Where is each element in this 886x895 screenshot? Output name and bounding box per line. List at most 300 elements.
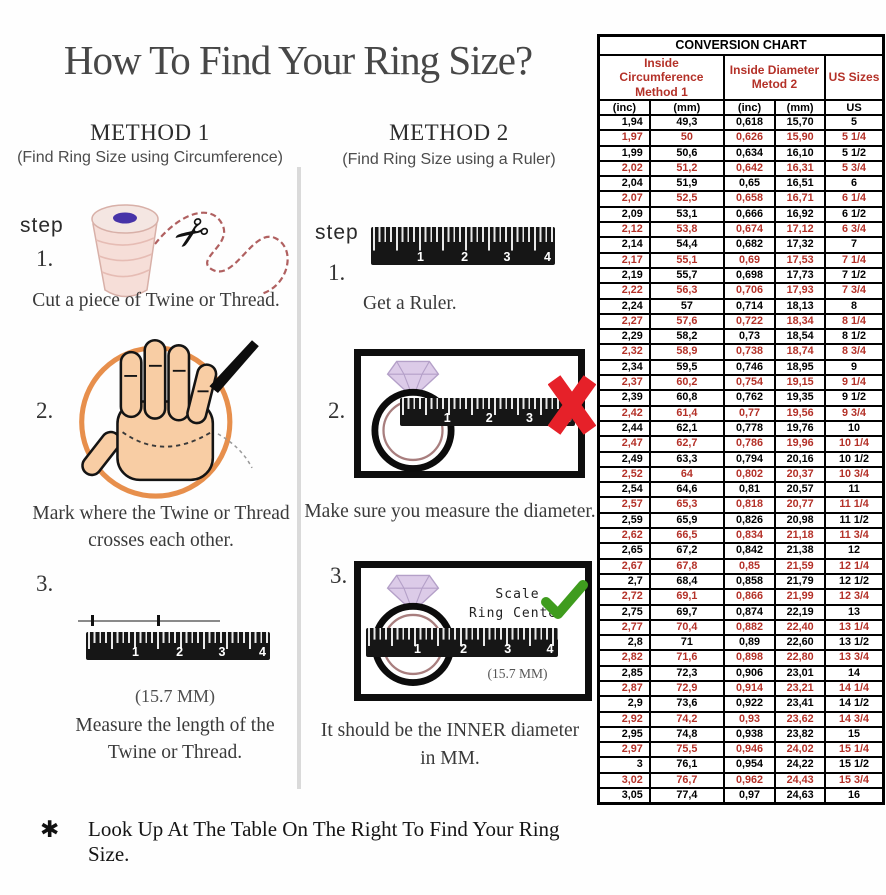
table-cell: 0,874 [724,605,775,620]
table-cell: 6 3/4 [825,222,883,237]
table-cell: 21,99 [775,589,825,604]
table-cell: 0,866 [724,589,775,604]
table-cell: 0,89 [724,635,775,650]
table-cell: 0,746 [724,360,775,375]
table-cell: 75,5 [650,742,724,757]
table-cell: 9 1/4 [825,375,883,390]
pen-icon [209,340,258,393]
conversion-table-body [599,115,884,804]
table-cell: 64 [650,467,724,482]
table-cell: 20,98 [775,513,825,528]
table-cell: 0,714 [724,299,775,314]
table-cell: 2,39 [599,390,650,405]
table-cell: 12 [825,543,883,558]
table-cell: 18,54 [775,329,825,344]
table-cell: 0,626 [724,130,775,145]
table-row [599,390,884,405]
ruler-number: 1 [417,250,424,264]
method-2-step-2-text: Make sure you measure the diameter. [304,501,596,522]
table-cell: 19,15 [775,375,825,390]
table-cell: 10 1/4 [825,436,883,451]
table-row [599,191,884,206]
method-1-step-2-line2: crosses each other. [88,530,234,551]
table-cell: 9 [825,360,883,375]
ruler-number: 3 [526,411,533,425]
table-cell: 69,1 [650,589,724,604]
table-cell: 18,13 [775,299,825,314]
table-cell: 0,698 [724,268,775,283]
table-cell: 76,7 [650,773,724,788]
table-cell: 2,32 [599,344,650,359]
table-cell: 0,786 [724,436,775,451]
subheader-mm-1: (mm) [650,100,724,115]
table-cell: 7 3/4 [825,283,883,298]
table-cell: 3,02 [599,773,650,788]
method-2-step-2-number: 2. [328,398,346,423]
subheader-inc-2: (inc) [724,100,775,115]
subheader-mm-2: (mm) [775,100,825,115]
method-1-subheading: (Find Ring Size using Circumference) [17,149,283,166]
table-cell: 21,79 [775,574,825,589]
table-cell: 0,922 [724,696,775,711]
table-cell: 0,762 [724,390,775,405]
table-row [599,559,884,574]
scale-label-line1: Scale [495,587,540,602]
method-2-step-3-note: (15.7 MM) [487,666,548,681]
green-check-icon [540,580,588,622]
table-cell: 19,35 [775,390,825,405]
table-row [599,605,884,620]
table-cell: 0,754 [724,375,775,390]
table-row [599,696,884,711]
table-cell: 0,658 [724,191,775,206]
table-cell: 0,946 [724,742,775,757]
table-cell: 17,93 [775,283,825,298]
table-row [599,773,884,788]
method-2-step-3-line1: It should be the INNER diameter [320,720,580,741]
table-cell: 50 [650,130,724,145]
table-cell: 0,81 [724,482,775,497]
method-1-step-label: step [20,214,64,237]
table-cell: 2,17 [599,253,650,268]
table-cell: 16,10 [775,146,825,161]
table-cell: 23,41 [775,696,825,711]
table-cell: 67,8 [650,559,724,574]
table-cell: 0,618 [724,115,775,130]
table-cell: 2,02 [599,161,650,176]
table-cell: 18,74 [775,344,825,359]
table-row [599,360,884,375]
table-cell: 1,99 [599,146,650,161]
table-cell: 0,842 [724,543,775,558]
method-2-step-3-number: 3. [330,563,348,588]
table-row [599,666,884,681]
table-cell: 14 1/4 [825,681,883,696]
table-cell: 2,62 [599,528,650,543]
table-cell: 59,5 [650,360,724,375]
table-cell: 2,09 [599,207,650,222]
table-cell: 2,24 [599,299,650,314]
subheader-us: US [825,100,883,115]
table-cell: 15,90 [775,130,825,145]
chart-title: CONVERSION CHART [599,36,884,55]
table-cell: 12 3/4 [825,589,883,604]
table-row [599,161,884,176]
table-row [599,513,884,528]
method-2-step-1-text: Get a Ruler. [363,293,457,314]
table-row [599,253,884,268]
group-header-method2: Inside Diameter Metod 2 [724,55,825,101]
table-cell: 11 [825,482,883,497]
table-cell: 74,8 [650,727,724,742]
table-row [599,146,884,161]
method-1-step-1-number: 1. [36,246,54,271]
table-cell: 22,40 [775,620,825,635]
table-cell: 7 1/4 [825,253,883,268]
table-cell: 8 [825,299,883,314]
table-row [599,130,884,145]
table-cell: 17,53 [775,253,825,268]
ruler-number: 3 [218,645,226,659]
table-row [599,375,884,390]
table-row [599,681,884,696]
table-cell: 0,962 [724,773,775,788]
table-row [599,650,884,665]
table-cell: 71 [650,635,724,650]
table-cell: 16,71 [775,191,825,206]
table-cell: 0,898 [724,650,775,665]
table-row [599,115,884,130]
table-row [599,497,884,512]
table-cell: 23,82 [775,727,825,742]
table-cell: 2,34 [599,360,650,375]
table-cell: 2,42 [599,406,650,421]
table-cell: 9 3/4 [825,406,883,421]
method-2-step-label: step [315,221,359,244]
page-title: How To Find Your Ring Size? [63,37,533,83]
table-row [599,237,884,252]
table-cell: 5 1/2 [825,146,883,161]
table-row [599,543,884,558]
method-1-step-3-note: (15.7 MM) [135,686,215,706]
table-cell: 2,07 [599,191,650,206]
table-cell: 0,906 [724,666,775,681]
table-cell: 2,19 [599,268,650,283]
thread-mark-tick [157,615,160,626]
table-cell: 5 1/4 [825,130,883,145]
table-cell: 15 [825,727,883,742]
table-cell: 2,87 [599,681,650,696]
table-cell: 72,3 [650,666,724,681]
table-row [599,283,884,298]
table-cell: 20,37 [775,467,825,482]
table-cell: 11 1/4 [825,497,883,512]
table-cell: 1,97 [599,130,650,145]
table-cell: 22,60 [775,635,825,650]
table-cell: 6 1/2 [825,207,883,222]
table-cell: 2,29 [599,329,650,344]
table-cell: 68,4 [650,574,724,589]
method-1-step-1-text: Cut a piece of Twine or Thread. [32,290,280,311]
scale-label-line2: Ring Center [468,606,567,621]
table-row [599,788,884,804]
ruler-image [371,227,555,265]
table-cell: 0,642 [724,161,775,176]
table-cell: 0,938 [724,727,775,742]
table-cell: 63,3 [650,452,724,467]
table-cell: 0,682 [724,237,775,252]
table-cell: 0,93 [724,712,775,727]
conversion-chart-table [597,34,885,805]
ruler-image [86,632,270,660]
method-2-heading: METHOD 2 [389,120,509,145]
table-cell: 58,9 [650,344,724,359]
table-cell: 0,73 [724,329,775,344]
table-cell: 5 3/4 [825,161,883,176]
table-cell: 0,65 [724,176,775,191]
footer-text: Look Up At The Table On The Right To Find Your Ring Size. [88,817,560,866]
table-cell: 3 [599,757,650,772]
table-cell: 0,85 [724,559,775,574]
method-1-step-3-line1: Measure the length of the [75,715,275,736]
table-cell: 16 [825,788,883,804]
table-cell: 2,57 [599,497,650,512]
table-cell: 2,14 [599,237,650,252]
table-cell: 22,80 [775,650,825,665]
table-cell: 17,73 [775,268,825,283]
table-cell: 3,05 [599,788,650,804]
table-cell: 2,72 [599,589,650,604]
table-cell: 62,7 [650,436,724,451]
red-x-icon [548,370,596,440]
table-cell: 19,56 [775,406,825,421]
method-1-step-2-number: 2. [36,398,54,423]
table-cell: 53,1 [650,207,724,222]
table-cell: 50,6 [650,146,724,161]
table-row [599,314,884,329]
table-cell: 17,32 [775,237,825,252]
table-cell: 23,21 [775,681,825,696]
table-row [599,299,884,314]
table-cell: 2,75 [599,605,650,620]
table-cell: 12 1/2 [825,574,883,589]
table-cell: 6 [825,176,883,191]
table-cell: 6 1/4 [825,191,883,206]
asterisk-icon: ✱ [40,817,60,843]
table-row [599,757,884,772]
table-cell: 0,674 [724,222,775,237]
table-cell: 72,9 [650,681,724,696]
table-cell: 57 [650,299,724,314]
table-cell: 62,1 [650,421,724,436]
table-cell: 20,16 [775,452,825,467]
table-cell: 71,6 [650,650,724,665]
table-row [599,589,884,604]
table-row [599,268,884,283]
ruler-number: 2 [460,642,468,656]
table-row [599,329,884,344]
method-2-subheading: (Find Ring Size using a Ruler) [342,151,556,168]
table-cell: 21,38 [775,543,825,558]
table-cell: 70,4 [650,620,724,635]
table-cell: 24,63 [775,788,825,804]
table-cell: 17,12 [775,222,825,237]
table-cell: 66,5 [650,528,724,543]
table-cell: 16,51 [775,176,825,191]
method-2-step-3-line2: in MM. [420,748,480,769]
table-row [599,635,884,650]
table-cell: 0,77 [724,406,775,421]
ruler-number: 4 [258,645,266,659]
table-cell: 16,31 [775,161,825,176]
table-cell: 16,92 [775,207,825,222]
table-cell: 2,54 [599,482,650,497]
table-cell: 60,2 [650,375,724,390]
table-cell: 0,666 [724,207,775,222]
table-cell: 49,3 [650,115,724,130]
table-cell: 53,8 [650,222,724,237]
ruler-number: 2 [176,645,184,659]
ruler-number: 4 [546,642,554,656]
ruler-number: 4 [543,250,551,264]
table-cell: 0,97 [724,788,775,804]
table-cell: 2,82 [599,650,650,665]
table-cell: 2,52 [599,467,650,482]
table-cell: 8 1/4 [825,314,883,329]
table-cell: 22,19 [775,605,825,620]
table-cell: 13 1/4 [825,620,883,635]
table-cell: 0,954 [724,757,775,772]
table-cell: 24,22 [775,757,825,772]
table-row [599,712,884,727]
conversion-chart [597,34,885,805]
table-cell: 51,9 [650,176,724,191]
method-1-heading: METHOD 1 [90,120,210,145]
table-cell: 52,5 [650,191,724,206]
table-cell: 76,1 [650,757,724,772]
table-cell: 15 3/4 [825,773,883,788]
table-cell: 2,97 [599,742,650,757]
table-cell: 0,69 [724,253,775,268]
ruler-number: 3 [503,250,511,264]
table-cell: 23,01 [775,666,825,681]
table-cell: 0,738 [724,344,775,359]
spool-icon [92,205,158,297]
table-cell: 54,4 [650,237,724,252]
table-cell: 0,858 [724,574,775,589]
table-cell: 14 1/2 [825,696,883,711]
table-cell: 67,2 [650,543,724,558]
ruler-number: 3 [504,642,512,656]
subheader-inc-1: (inc) [599,100,650,115]
table-row [599,467,884,482]
table-cell: 8 1/2 [825,329,883,344]
table-cell: 73,6 [650,696,724,711]
table-cell: 56,3 [650,283,724,298]
table-row [599,727,884,742]
table-cell: 2,04 [599,176,650,191]
table-cell: 2,12 [599,222,650,237]
table-cell: 2,92 [599,712,650,727]
table-cell: 10 1/2 [825,452,883,467]
twine-spool-illustration [75,194,305,300]
table-cell: 58,2 [650,329,724,344]
table-cell: 15,70 [775,115,825,130]
measured-thread-icon [78,620,220,622]
table-cell: 55,7 [650,268,724,283]
table-row [599,436,884,451]
thread-mark-tick [91,615,94,626]
table-cell: 2,95 [599,727,650,742]
table-cell: 8 3/4 [825,344,883,359]
table-cell: 2,85 [599,666,650,681]
method-2-step-1-number: 1. [328,260,346,285]
table-cell: 11 1/2 [825,513,883,528]
scissors-icon: ✂ [164,206,221,265]
ruler-number: 1 [132,645,139,659]
table-cell: 77,4 [650,788,724,804]
table-cell: 7 [825,237,883,252]
table-cell: 24,02 [775,742,825,757]
table-cell: 55,1 [650,253,724,268]
table-row [599,344,884,359]
table-row [599,452,884,467]
table-cell: 0,794 [724,452,775,467]
table-cell: 2,8 [599,635,650,650]
table-cell: 65,3 [650,497,724,512]
table-cell: 2,49 [599,452,650,467]
table-cell: 21,18 [775,528,825,543]
table-cell: 2,65 [599,543,650,558]
table-cell: 51,2 [650,161,724,176]
table-cell: 2,37 [599,375,650,390]
ruler-number: 1 [414,642,421,656]
ruler-image [366,628,558,657]
table-cell: 0,882 [724,620,775,635]
table-cell: 2,22 [599,283,650,298]
table-cell: 2,27 [599,314,650,329]
table-cell: 2,77 [599,620,650,635]
table-cell: 2,47 [599,436,650,451]
table-cell: 20,57 [775,482,825,497]
table-cell: 18,95 [775,360,825,375]
table-cell: 10 [825,421,883,436]
table-cell: 0,914 [724,681,775,696]
table-cell: 11 3/4 [825,528,883,543]
table-row [599,222,884,237]
table-cell: 19,76 [775,421,825,436]
table-row [599,528,884,543]
table-cell: 15 1/4 [825,742,883,757]
group-header-us-sizes: US Sizes [825,55,883,101]
table-cell: 13 [825,605,883,620]
table-cell: 2,44 [599,421,650,436]
table-row [599,406,884,421]
method-1-step-3-number: 3. [36,571,54,596]
table-cell: 13 1/2 [825,635,883,650]
table-cell: 15 1/2 [825,757,883,772]
table-cell: 2,67 [599,559,650,574]
ruler-number: 2 [461,250,469,264]
table-cell: 0,722 [724,314,775,329]
table-cell: 60,8 [650,390,724,405]
table-cell: 7 1/2 [825,268,883,283]
table-cell: 0,802 [724,467,775,482]
table-cell: 14 3/4 [825,712,883,727]
table-row [599,620,884,635]
table-cell: 57,6 [650,314,724,329]
table-cell: 61,4 [650,406,724,421]
